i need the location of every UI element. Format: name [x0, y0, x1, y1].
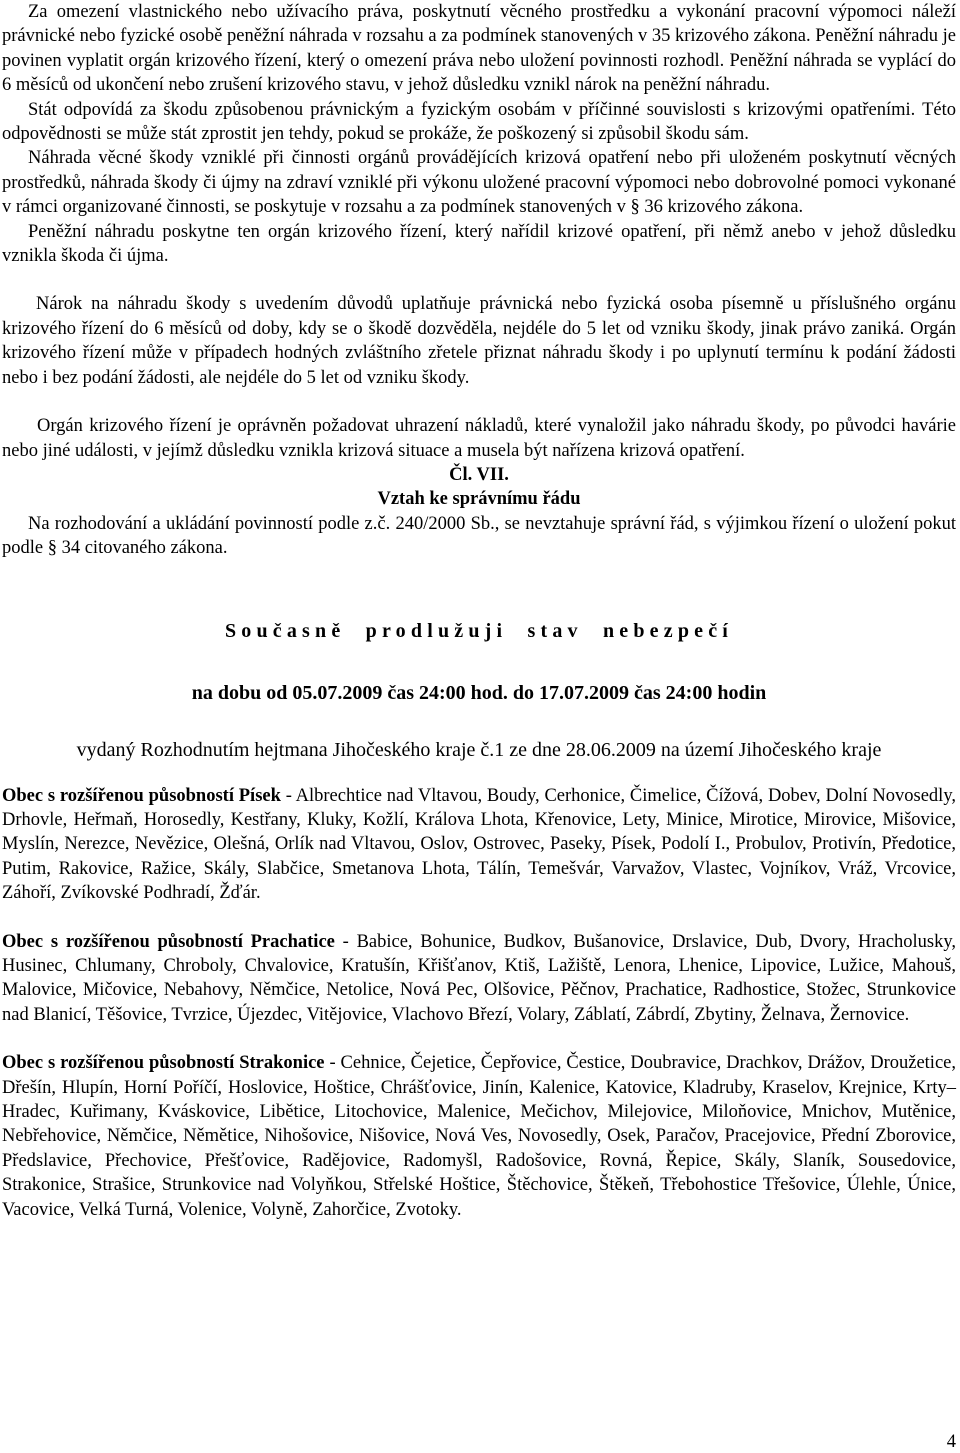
- municipality-list: Babice, Bohunice, Budkov, Bušanovice, Drslavice, Dub, Dvory, Hracholusky, Husinec, Chlumany, Chroboly, Chvalovice, Kratušín, Křišťanov, Ktiš, Lažiště, Lenora, Lhenice, Lipovice, Lužice, Mahouš, Malovice, Mičovice, Nebahovy, Němčice, Netolice, Nová Pec, Olšovice, Pěčnov, Prachatice, Radhostice, Stožec, Strunkovice nad Blanicí, Těšovice, Tvrzice, Újezdec, Vitějovice, Vlachovo Březí, Volary, Záblatí, Zábrdí, Zbytiny, Želnava, Žernovice.: [2, 931, 956, 1025]
- municipality-separator: -: [324, 1053, 341, 1074]
- announcement-heading: Současně prodlužuji stav nebezpečí: [224, 619, 734, 642]
- paragraph-state-liability: Stát odpovídá za škodu způsobenou právnickým a fyzickým osobám v příčinné souvislosti s krizovými opatřeními. Této odpovědnosti se může stát zprostit jen tehdy, pokud se prokáže, že poškozený si způsobil škodu sám.: [2, 99, 956, 145]
- page-number: 4: [946, 1432, 956, 1452]
- paragraph-claim-filing: Nárok na náhradu škody s uvedením důvodů uplatňuje právnická nebo fyzická osoba písemně u příslušného orgánu krizového řízení do 6 měsíců od doby, kdy se o škodě dozvěděla, nejdéle do 5 let od vzniku škody, jinak právo zaniká. Orgán krizového řízení může v případech hodných zvláštního zřetele přiznat náhradu škody i po uplynutí termínu k podání žádosti nebo i bez podání žádosti, ale nejdéle do 5 let od vzniku škody.: [2, 294, 956, 388]
- municipality-label: Obec s rozšířenou působností Písek: [2, 785, 281, 806]
- municipality-list: Cehnice, Čejetice, Čepřovice, Čestice, Doubravice, Drachkov, Drážov, Droužetice, Dřešín, Hlupín, Horní Poříčí, Hoslovice, Hoštice, Chrášťovice, Jinín, Kalenice, Katovice, Kladruby, Kraselov, Krejnice, Krty–Hradec, Kuřimany, Kváskovice, Libětice, Litochovice, Malenice, Mečichov, Milejovice, Miloňovice, Mnichov, Mutěnice, Nebřehovice, Němčice, Němětice, Nihošovice, Nišovice, Nová Ves, Novosedly, Osek, Paračov, Pracejovice, Přední Zborovice, Předslavice, Přechovice, Přešťovice, Radějovice, Radomyšl, Radošovice, Rovná, Řepice, Skály, Slaník, Sousedovice, Strakonice, Strašice, Strunkovice nad Volyňkou, Střelské Hoštice, Štěchovice, Štěkeň, Třebohostice Třešovice, Úlehle, Únice, Vacovice, Velká Turná, Volenice, Volyně, Zahorčice, Zvotoky.: [2, 1053, 956, 1220]
- municipality-separator: -: [334, 931, 357, 952]
- article-number: Čl. VII.: [449, 464, 509, 485]
- municipality-block-prachatice: [2, 930, 956, 1028]
- municipality-block-strakonice: [2, 1051, 956, 1222]
- municipality-separator: -: [280, 785, 296, 806]
- paragraph-damage-compensation: Náhrada věcné škody vzniklé při činnosti orgánů provádějících krizová opatření nebo při uloženém poskytnutí věcných prostředků, náhrada škody či újmy na zdraví vzniklé při výkonu uložené pracovní výpomoci nebo dobrovolné pomoci vykonané v rámci organizované činnosti, se poskytuje v rozsahu a za podmínek stanovených v § 36 krizového zákona.: [2, 148, 956, 218]
- municipality-list: Albrechtice nad Vltavou, Boudy, Cerhonice, Čimelice, Čížová, Dobev, Dolní Novosedly, Drhovle, Heřmaň, Horosedly, Kestřany, Kluky, Kožlí, Králova Lhota, Křenovice, Lety, Minice, Mirotice, Mirovice, Mišovice, Myslín, Nerezce, Nevězice, Olešná, Orlík nad Vltavou, Oslov, Ostrovec, Paseky, Písek, Podolí I., Probulov, Protivín, Předotice, Putim, Rakovice, Ražice, Skály, Slabčice, Smetanova Lhota, Tálín, Temešvár, Varvažov, Vlastec, Vojníkov, Vráž, Vrcovice, Záhoří, Zvíkovské Podhradí, Žďár.: [2, 785, 956, 904]
- municipality-label: Obec s rozšířenou působností Strakonice: [2, 1053, 325, 1074]
- article-title: Vztah ke správnímu řádu: [377, 489, 581, 510]
- paragraph-cost-recovery: Orgán krizového řízení je oprávněn požadovat uhrazení nákladů, které vynaložil jako náhradu škody, po původci havárie nebo jiné události, v jejímž důsledku vznikla krizová situace a musela být nařízena krizová opatření.: [2, 416, 956, 461]
- issuing-decision: vydaný Rozhodnutím hejtmana Jihočeského kraje č.1 ze dne 28.06.2009 na území Jihočeského kraje: [76, 738, 882, 761]
- validity-period: na dobu od 05.07.2009 čas 24:00 hod. do 17.07.2009 čas 24:00 hodin: [191, 681, 767, 704]
- article-text: Na rozhodování a ukládání povinností podle z.č. 240/2000 Sb., se nevztahuje správní řád, s výjimkou řízení o uložení pokut podle § 34 citovaného zákona.: [2, 513, 956, 559]
- paragraph-compensation-provider: Peněžní náhradu poskytne ten orgán krizového řízení, který nařídil krizové opatření, při němž anebo v jehož důsledku vznikla škoda či újma.: [2, 221, 956, 267]
- paragraph-monetary-compensation: Za omezení vlastnického nebo užívacího práva, poskytnutí věcného prostředku a vykonání pracovní výpomoci náleží právnické nebo fyzické osobě peněžní náhrada v rozsahu a za podmínek stanovených v 35 krizového zákona. Peněžní náhradu je povinen vyplatit orgán krizového řízení, který o omezení práva nebo uložení povinnosti rozhodl. Peněžní náhrada se vyplácí do 6 měsíců od ukončení nebo zrušení krizového stavu, v jehož důsledku vznikl nárok na peněžní náhradu.: [2, 2, 956, 96]
- municipality-block-pisek: [2, 784, 956, 906]
- municipality-label: Obec s rozšířenou působností Prachatice: [2, 931, 335, 952]
